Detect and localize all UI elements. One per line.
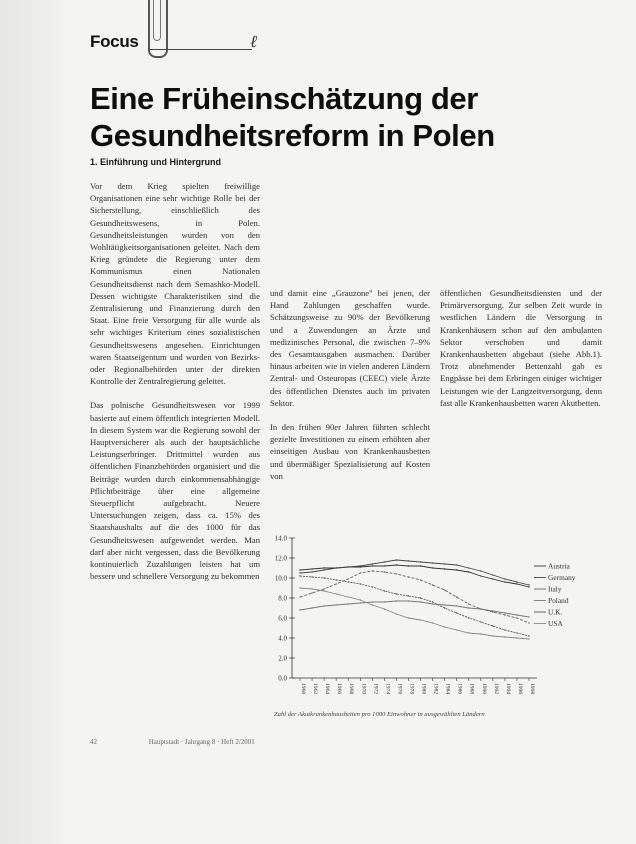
data-point xyxy=(384,561,385,562)
x-tick-label: 1980 xyxy=(420,683,427,695)
series-line-germany xyxy=(300,560,529,585)
data-point xyxy=(480,608,481,609)
data-point xyxy=(323,567,324,568)
data-point xyxy=(360,602,361,603)
data-point xyxy=(372,563,373,564)
data-point xyxy=(372,601,373,602)
data-point xyxy=(516,617,517,618)
data-point xyxy=(396,573,397,574)
data-point xyxy=(480,570,481,571)
y-tick-label: 14.0 xyxy=(274,534,287,543)
data-point xyxy=(336,583,337,584)
x-tick-label: 1984 xyxy=(444,683,451,695)
data-point xyxy=(323,569,324,570)
data-point xyxy=(323,577,324,578)
x-tick-label: 1994 xyxy=(504,683,511,695)
x-tick-label: 1990 xyxy=(480,683,487,695)
data-point xyxy=(528,586,529,587)
x-tick-label: 1962 xyxy=(312,683,319,695)
data-point xyxy=(408,565,409,566)
data-point xyxy=(480,575,481,576)
article-title: Eine Früheinschätzung der Gesundheitsreform in Polen xyxy=(90,81,495,153)
paragraph: Vor dem Krieg spielten freiwillige Organisationen eine sehr wichtige Rolle bei der Sicherstellung, einschließlich des Gesundheitswesens, in Polen. Gesundheitsleistungen wurden von den Wohltätigkeitsorganisationen geleitet. Nach dem Krieg gründete die Regierung unter dem Kommunismus einen Nationalen Gesundheitsdienst nach dem Semashko-Modell. Dessen wichtigste Charakteristiken sind die Zentralisierung und Finanzierung durch den Staat. Eine freie Versorgung für alle wurde als sehr wichtiges Kriterium eines sozialistischen Gesundheitswesens angesehen. Einrichtungen waren Staatseigentum und wurden von Bezirks- oder Regionalbehörden unter der direkten Kontrolle der Zentralregierung geleitet. xyxy=(90,181,260,387)
x-tick-label: 1998 xyxy=(529,683,535,695)
data-point xyxy=(528,635,529,636)
data-point xyxy=(420,565,421,566)
data-point xyxy=(311,607,312,608)
data-point xyxy=(396,559,397,560)
x-tick-label: 1996 xyxy=(516,683,523,695)
data-point xyxy=(480,621,481,622)
data-point xyxy=(432,622,433,623)
data-point xyxy=(504,578,505,579)
data-point xyxy=(492,635,493,636)
data-point xyxy=(360,565,361,566)
data-point xyxy=(323,588,324,589)
x-tick-label: 1976 xyxy=(396,683,403,695)
header-rule xyxy=(148,49,252,50)
data-point xyxy=(432,601,433,602)
legend-label: U.K. xyxy=(548,607,563,617)
x-tick-label: 1968 xyxy=(348,683,355,695)
data-point xyxy=(468,603,469,604)
data-point xyxy=(336,579,337,580)
data-point xyxy=(372,565,373,566)
data-point xyxy=(516,583,517,584)
data-point xyxy=(516,632,517,633)
paragraph: In den frühen 90er Jahren führten schlecht gezielte Investitionen zu einem erhöhten aber einseitigen Ausbau von Krankenhausbetten und übermäßiger Spezialisierung auf Kosten von xyxy=(270,422,430,481)
data-point xyxy=(396,593,397,594)
data-point xyxy=(336,604,337,605)
paragraph: Das polnische Gesundheitswesen vor 1999 basierte auf einem öffentlich integrierten Modell. In diesem System war die Regierung sowohl der Hauptversicherer als auch der hauptsächliche Leistungserbringer. Drittmittel wurden aus öffentlichen Finanzbehörden organisiert und die Beiträge wurden durch einkommensabhängige Pflichtbeiträge über eine allgemeine Steuerpflicht aufgebracht. Neuere Untersuchungen zeigen, dass ca. 15% des Staatshaushalts auf die des 1000 für das Gesundheitswesen aufgewendet werden. Man darf aber nicht vergessen, dass die Bevölkerung kontinuierlich Zuzahlungen leisten hat um bessere und schnellere Versorgung zu bekommen xyxy=(90,400,260,582)
data-point xyxy=(456,612,457,613)
legend-label: Austria xyxy=(548,561,570,571)
data-point xyxy=(311,588,312,589)
data-point xyxy=(432,603,433,604)
legend-label: Poland xyxy=(548,596,569,605)
data-point xyxy=(468,632,469,633)
data-point xyxy=(396,613,397,614)
data-point xyxy=(348,566,349,567)
hospital-beds-line-chart xyxy=(262,530,612,722)
data-point xyxy=(492,625,493,626)
data-point xyxy=(432,562,433,563)
legend-label: Germany xyxy=(548,573,576,582)
data-point xyxy=(516,614,517,615)
data-point xyxy=(348,596,349,597)
data-point xyxy=(299,609,300,610)
data-point xyxy=(528,584,529,585)
y-tick-label: 2.0 xyxy=(278,654,287,663)
data-point xyxy=(480,633,481,634)
data-point xyxy=(444,626,445,627)
page-edge-shadow xyxy=(0,0,78,844)
x-tick-label: 1960 xyxy=(300,683,306,695)
data-point xyxy=(420,597,421,598)
data-point xyxy=(372,604,373,605)
data-point xyxy=(456,605,457,606)
x-tick-label: 1964 xyxy=(324,683,331,695)
data-point xyxy=(384,571,385,572)
x-tick-label: 1978 xyxy=(408,683,415,695)
data-point xyxy=(311,592,312,593)
data-point xyxy=(348,581,349,582)
y-tick-label: 12.0 xyxy=(274,554,287,563)
data-point xyxy=(456,569,457,570)
page-footer xyxy=(90,738,255,746)
data-point xyxy=(384,590,385,591)
data-point xyxy=(492,578,493,579)
text-column-2 xyxy=(270,287,430,494)
data-point xyxy=(299,587,300,588)
text-column-3 xyxy=(440,287,602,421)
legend-label: USA xyxy=(548,619,563,628)
x-tick-label: 1988 xyxy=(468,683,475,695)
data-point xyxy=(468,607,469,608)
data-point xyxy=(408,600,409,601)
data-point xyxy=(408,617,409,618)
data-point xyxy=(504,614,505,615)
data-point xyxy=(299,572,300,573)
data-point xyxy=(299,575,300,576)
data-point xyxy=(528,622,529,623)
data-point xyxy=(492,574,493,575)
data-point xyxy=(408,560,409,561)
x-tick-label: 1966 xyxy=(336,683,343,695)
section-label: Focus xyxy=(90,32,139,51)
data-point xyxy=(504,629,505,630)
legend-label: Italy xyxy=(548,584,562,594)
x-tick-label: 1974 xyxy=(384,683,391,695)
data-point xyxy=(456,629,457,630)
data-point xyxy=(323,590,324,591)
data-point xyxy=(456,596,457,597)
data-point xyxy=(348,603,349,604)
paragraph: öffentlichen Gesundheitsdiensten und der Primärversorgung. Zur selben Zeit wurde in westlichen Ländern die Versorgung in Krankenhäusern schon auf den ambulanten Sektor verschoben und damit Krankenhausbetten abgebaut (siehe Abb.1). Trotz abnehmender Bettenzahl gab es Engpässe bei dem Erbringen einiger wichtiger Leistungen wie der Langzeitversorgung, denn fast alle Krankenhausbetten waren Akutbetten. xyxy=(440,288,602,408)
series-line-italy xyxy=(300,571,529,623)
data-point xyxy=(444,568,445,569)
series-line-poland xyxy=(300,601,529,617)
chart-caption: Zahl der Akutkrankenhausbetten pro 1000 Einwohner in ausgewählten Ländern xyxy=(274,711,485,718)
data-point xyxy=(336,593,337,594)
data-point xyxy=(311,571,312,572)
journal-info: Hauptstadt · Jahrgang 8 · Heft 2/2001 xyxy=(148,738,255,746)
series-line-usa xyxy=(300,588,529,639)
data-point xyxy=(432,584,433,585)
data-point xyxy=(384,601,385,602)
data-point xyxy=(504,581,505,582)
y-tick-label: 4.0 xyxy=(278,634,287,643)
data-point xyxy=(468,617,469,618)
page-number: 42 xyxy=(90,738,97,746)
data-point xyxy=(348,578,349,579)
x-tick-label: 1982 xyxy=(432,683,439,695)
data-point xyxy=(408,576,409,577)
data-point xyxy=(396,600,397,601)
data-point xyxy=(384,565,385,566)
header-flourish-icon: ℓ xyxy=(250,32,258,51)
data-point xyxy=(360,583,361,584)
y-tick-label: 8.0 xyxy=(278,594,287,603)
text-column-1 xyxy=(90,180,260,595)
data-point xyxy=(420,619,421,620)
y-tick-label: 6.0 xyxy=(278,614,287,623)
data-point xyxy=(444,607,445,608)
paperclip-inner-icon xyxy=(153,0,161,41)
y-tick-label: 0.0 xyxy=(278,674,287,683)
data-point xyxy=(360,599,361,600)
data-point xyxy=(299,596,300,597)
y-tick-label: 10.0 xyxy=(274,574,287,583)
data-point xyxy=(444,563,445,564)
data-point xyxy=(444,604,445,605)
section-heading: 1. Einführung und Hintergrund xyxy=(90,157,221,167)
x-tick-label: 1992 xyxy=(492,683,499,695)
data-point xyxy=(504,612,505,613)
data-point xyxy=(468,567,469,568)
data-point xyxy=(456,564,457,565)
data-point xyxy=(444,589,445,590)
data-point xyxy=(516,581,517,582)
data-point xyxy=(323,605,324,606)
data-point xyxy=(299,569,300,570)
data-point xyxy=(420,561,421,562)
data-point xyxy=(432,567,433,568)
data-point xyxy=(408,595,409,596)
data-point xyxy=(396,564,397,565)
data-point xyxy=(516,637,517,638)
data-point xyxy=(372,586,373,587)
data-point xyxy=(528,638,529,639)
data-point xyxy=(311,576,312,577)
data-point xyxy=(492,610,493,611)
data-point xyxy=(468,571,469,572)
x-tick-label: 1986 xyxy=(456,683,463,695)
data-point xyxy=(384,608,385,609)
data-point xyxy=(311,568,312,569)
paragraph: und damit eine „Grauzone" bei jenen, der Hand Zahlungen geschaffen wurde. Schätzungsweise zu 90% der Bevölkerung und a Zuwendungen an Ärzte und medizinisches Personal, die zwischen 7–9% des Gesamtausgaben ausmachen. Darüber hinaus arbeiten wie in vielen anderen Ländern Zentral- und Osteuropas (CEEC) viele Ärzte des öffentlichen Dienstes auch im privaten Sektor. xyxy=(270,288,430,408)
data-point xyxy=(504,636,505,637)
data-point xyxy=(372,570,373,571)
data-point xyxy=(336,567,337,568)
data-point xyxy=(528,616,529,617)
x-tick-label: 1970 xyxy=(360,683,367,695)
x-tick-label: 1972 xyxy=(372,683,379,695)
data-point xyxy=(420,601,421,602)
data-point xyxy=(420,579,421,580)
data-point xyxy=(360,572,361,573)
